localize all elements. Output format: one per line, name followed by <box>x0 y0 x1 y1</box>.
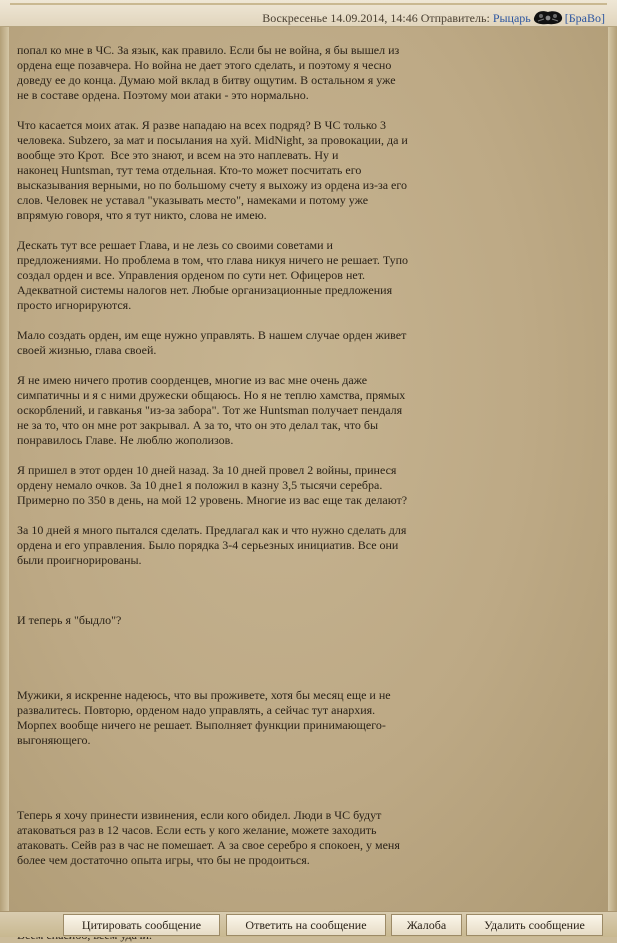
header-divider <box>10 3 607 5</box>
clan-emblem-icon <box>532 9 564 26</box>
post-header <box>0 0 617 27</box>
report-button[interactable]: Жалоба <box>391 914 462 936</box>
clan-link[interactable]: [БраВо] <box>564 11 605 25</box>
author-link[interactable]: Рыцарь <box>492 11 531 25</box>
reply-button[interactable]: Ответить на сообщение <box>226 914 386 936</box>
post-date: Воскресенье 14.09.2014, 14:46 <box>262 11 418 25</box>
message-text: попал ко мне в ЧС. За язык, как правило. Если бы не война, я бы вышел из ордена еще позавчера. Но война не дает этого сделать, и поэтому я чесно доведу ее до конца. Думаю мой вклад в битву ощутим. В остальном я уже не в составе ордена. Поэтому мои атаки - это нормально. Что касается моих атак. Я разве нападаю на всех подряд? В ЧС только 3 человека. Subzero, за мат и посылания на хуй. MidNight, за провокации, да и вообще это Крот. Все это знают, и всем на это наплевать. Ну и наконец Huntsman, тут тема отдельная. Кто-то может посчитать его высказывания верными, но по большому счету я выхожу из ордена из-за его слов. Человек не уставал "указывать место", намеками и потому уже впрямую говоря, что я тут никто, слова не имею. Дескать тут все решает Глава, и не лезь со своими советами и предложениями. Но проблема в том, что глава никуя ничего не решает. Тупо создал орден и все. Управления орденом по сути нет. Офицеров нет. Адекватной системы налогов нет. Любые организационные предложения просто игнорируются. Мало создать орден, им еще нужно управлять. В нашем случае орден живет своей жизнью, глава своей. Я не имею ничего против соорденцев, многие из вас мне очень даже симпатичны и я с ними дружески общаюсь. Но я не теплю хамства, прямых оскорблений, и гавканья "из-за забора". Тот же Huntsman получает пендаля не за то, что он мне рот закрывал. А за то, что он это делал так, что бы понравилось Главе. Не люблю жополизов. Я пришел в этот орден 10 дней назад. За 10 дней провел 2 войны, принеся ордену немало очков. За 10 дне1 я положил в казну 3,5 тысячи серебра. Примерно по 350 в день, на мой 12 уровень. Многие из вас еще так делают? За 10 дней я много пытался сделать. Предлагал как и что нужно сделать для ордена и его управления. Было порядка 3-4 серьезных инициатив. Все они были проигнорированы. И теперь я "быдло"? Мужики, я искренне надеюсь, что вы проживете, хотя бы месяц еще и не развалитесь. Повторю, орденом надо управлять, а сейчас тут анархия. Морпех вообще ничего не решает. Выполняет функции принимающего- выгоняющего. Теперь я хочу принести извинения, если кого обидел. Люди в ЧС будут атаковаться раз в 12 часов. Если есть у кого желание, можете заходить атаковать. Сейв раз в час не помешает. А за свое серебро я спокоен, у меня более чем достаточно опыта игры, что бы не продоиться. <box>17 43 408 867</box>
left-border <box>0 27 9 937</box>
post-body <box>9 27 608 911</box>
delete-button[interactable]: Удалить сообщение <box>466 914 603 936</box>
quote-button[interactable]: Цитировать сообщение <box>63 914 220 936</box>
sender-label: Отправитель: <box>420 11 490 25</box>
post-actions <box>0 911 617 937</box>
right-border <box>608 27 617 937</box>
post-meta <box>262 9 605 26</box>
